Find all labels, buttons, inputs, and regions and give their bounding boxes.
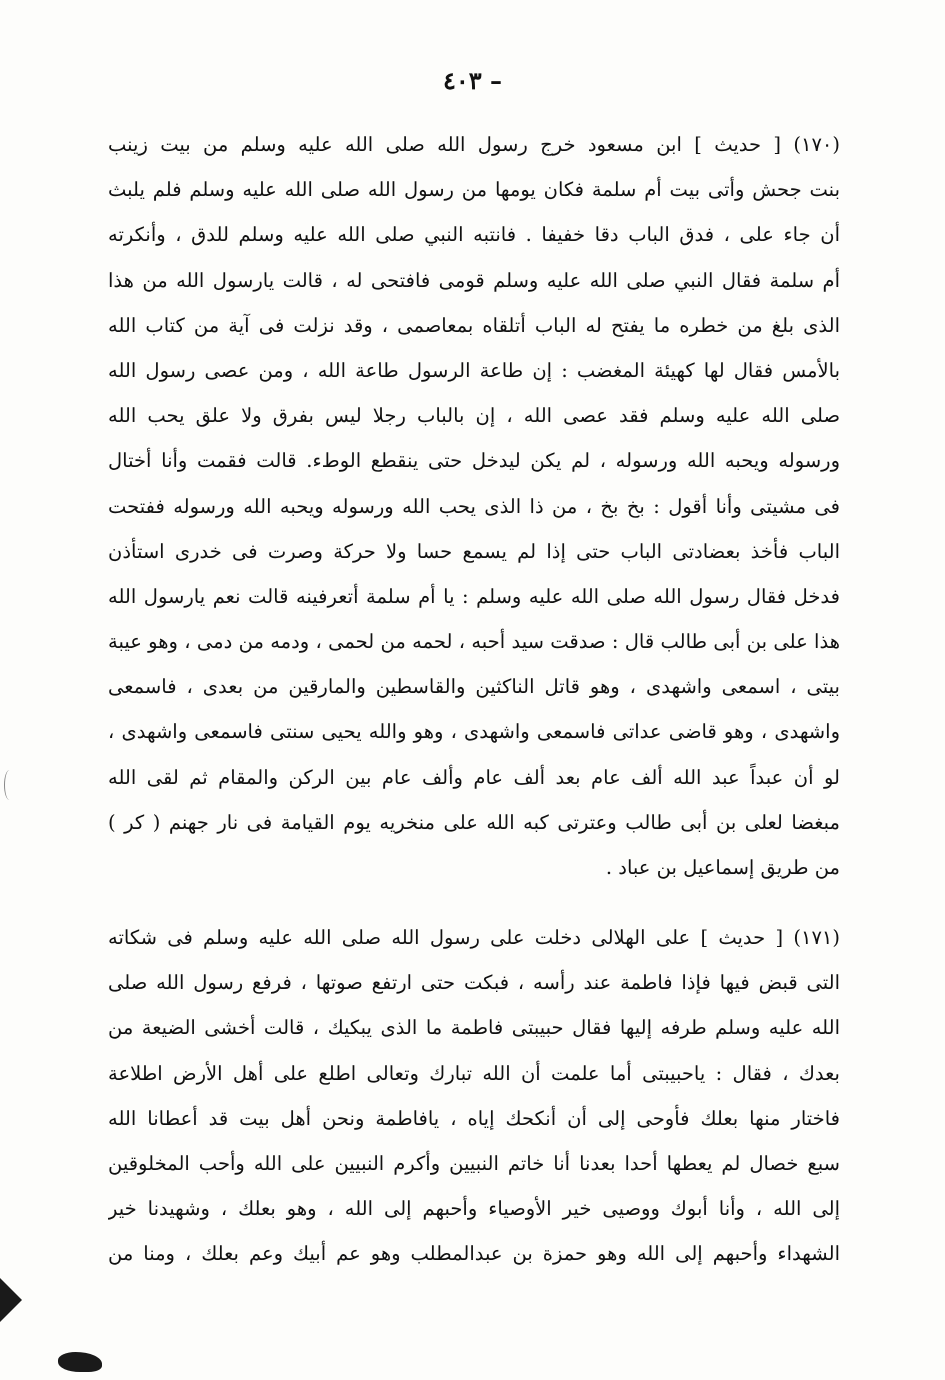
text-line: (١٧٠) [ حديث ] ابن مسعود خرج رسول الله صلى الله عليه وسلم من بيت زينب xyxy=(108,133,840,156)
text-line: بعدك ، فقال : ياحبيبتى أما علمت أن الله تبارك وتعالى اطلع على أهل الأرض اطلاعة xyxy=(108,1061,840,1085)
text-line: ورسوله ويحبه الله ورسوله ، لم يكن ليدخل حتى ينقطع الوطء. قالت فقمت وأنا أختال xyxy=(108,449,840,473)
text-line: سبع خصال لم يعطها أحدا بعدنا أنا خاتم النبيين وأكرم النبيين على الله وأحب المخلوقين xyxy=(108,1151,840,1175)
text-line: فى مشيتى وأنا أقول : بخ بخ ، من ذا الذى يحب الله ورسوله ويحبه الله ورسوله ففتحت xyxy=(108,494,840,518)
text-line: لو أن عبداً عبد الله ألف عام بعد ألف عام وألف عام بين الركن والمقام ثم لقى الله xyxy=(108,765,840,789)
text-line: فدخل فقال رسول الله صلى الله عليه وسلم : يا أم سلمة أتعرفينه قالت نعم يارسول الله xyxy=(108,584,840,608)
text-line: (١٧١) [ حديث ] على الهلالى دخلت على رسول الله صلى الله عليه وسلم فى شكاته xyxy=(108,926,840,949)
text-line: إلى الله ، وأنا أبوك ووصيى خير الأوصياء وأحبهم إلى الله ، وهو بعلك ، وشهيدنا خير xyxy=(108,1197,840,1221)
text-line: الباب فأخذ بعضادتى الباب حتى إذا لم يسمع حسا ولا حركة وصرت فى خدرى استأذن xyxy=(108,539,840,563)
text-line: بالأمس فقال لها كهيئة المغضب : إن طاعة الرسول طاعة الله ، ومن عصى رسول الله xyxy=(108,358,840,382)
hadith-171-paragraph xyxy=(108,915,840,1277)
text-line: صلى الله عليه وسلم فقد عصى الله ، إن بالباب رجلا ليس بفرق ولا علق يحب الله xyxy=(108,404,840,428)
text-line: بنت جحش وأتى بيت أم سلمة فكان يومها من رسول الله صلى الله عليه وسلم فلم يلبث xyxy=(108,178,840,202)
text-line: أن جاء على ، فدق الباب دقا خفيفا . فانتبه النبي صلى الله عليه وسلم للدق ، وأنكرته xyxy=(108,223,840,247)
text-line: فاختار منها بعلك فأوحى إلى أن أنكحك إياه ، يافاطمة ونحن أهل بيت قد أعطانا الله xyxy=(108,1106,840,1130)
text-line: واشهدى ، وهو قاضى عداتى فاسمعى واشهدى ، وهو والله يحيى سنتى فاسمعى واشهدى ، xyxy=(108,720,840,744)
scan-smudge xyxy=(58,1352,102,1372)
text-line: مبغضا لعلى بن أبى طالب وعترتى كبه الله على منخريه يوم القيامة فى نار جهنم ( كر ) xyxy=(108,810,840,834)
text-line: من طريق إسماعيل بن عباد . xyxy=(605,856,840,879)
text-line: هذا على بن أبى طالب قال : صدقت سيد أحبه ، لحمه من لحمى ، ودمه من دمى ، وهو عيبة xyxy=(108,630,840,654)
margin-mark xyxy=(4,770,15,800)
text-line: الشهداء وأحبهم إلى الله وهو حمزة بن عبدالمطلب وهو عم أبيك وعم بعلك ، ومنا من xyxy=(108,1242,840,1266)
text-line: الذى بلغ من خطره ما يفتح له الباب أتلقاه بمعاصمى ، وقد نزلت فى آية من كتاب الله xyxy=(108,313,840,337)
text-line: التى قبض فيها فإذا فاطمة عند رأسه ، فبكت حتى ارتفع صوتها ، فرفع رسول الله صلى xyxy=(108,971,840,995)
text-line: الله عليه وسلم طرفه إليها فقال حبيبتى فاطمة ما الذى يبكيك ، قالت أخشى الضيعة من xyxy=(108,1016,840,1040)
text-line: أم سلمة فقال النبي صلى الله عليه وسلم قومى فافتحى له ، قالت يارسول الله من هذا xyxy=(108,268,840,292)
text-line: بيتى ، اسمعى واشهدى ، وهو قاتل الناكثين والقاسطين والمارقين من بعدى ، فاسمعى xyxy=(108,675,840,699)
page-number: – ٤٠٣ xyxy=(442,66,503,95)
scan-smudge xyxy=(0,1278,22,1322)
hadith-170-paragraph xyxy=(108,122,840,890)
